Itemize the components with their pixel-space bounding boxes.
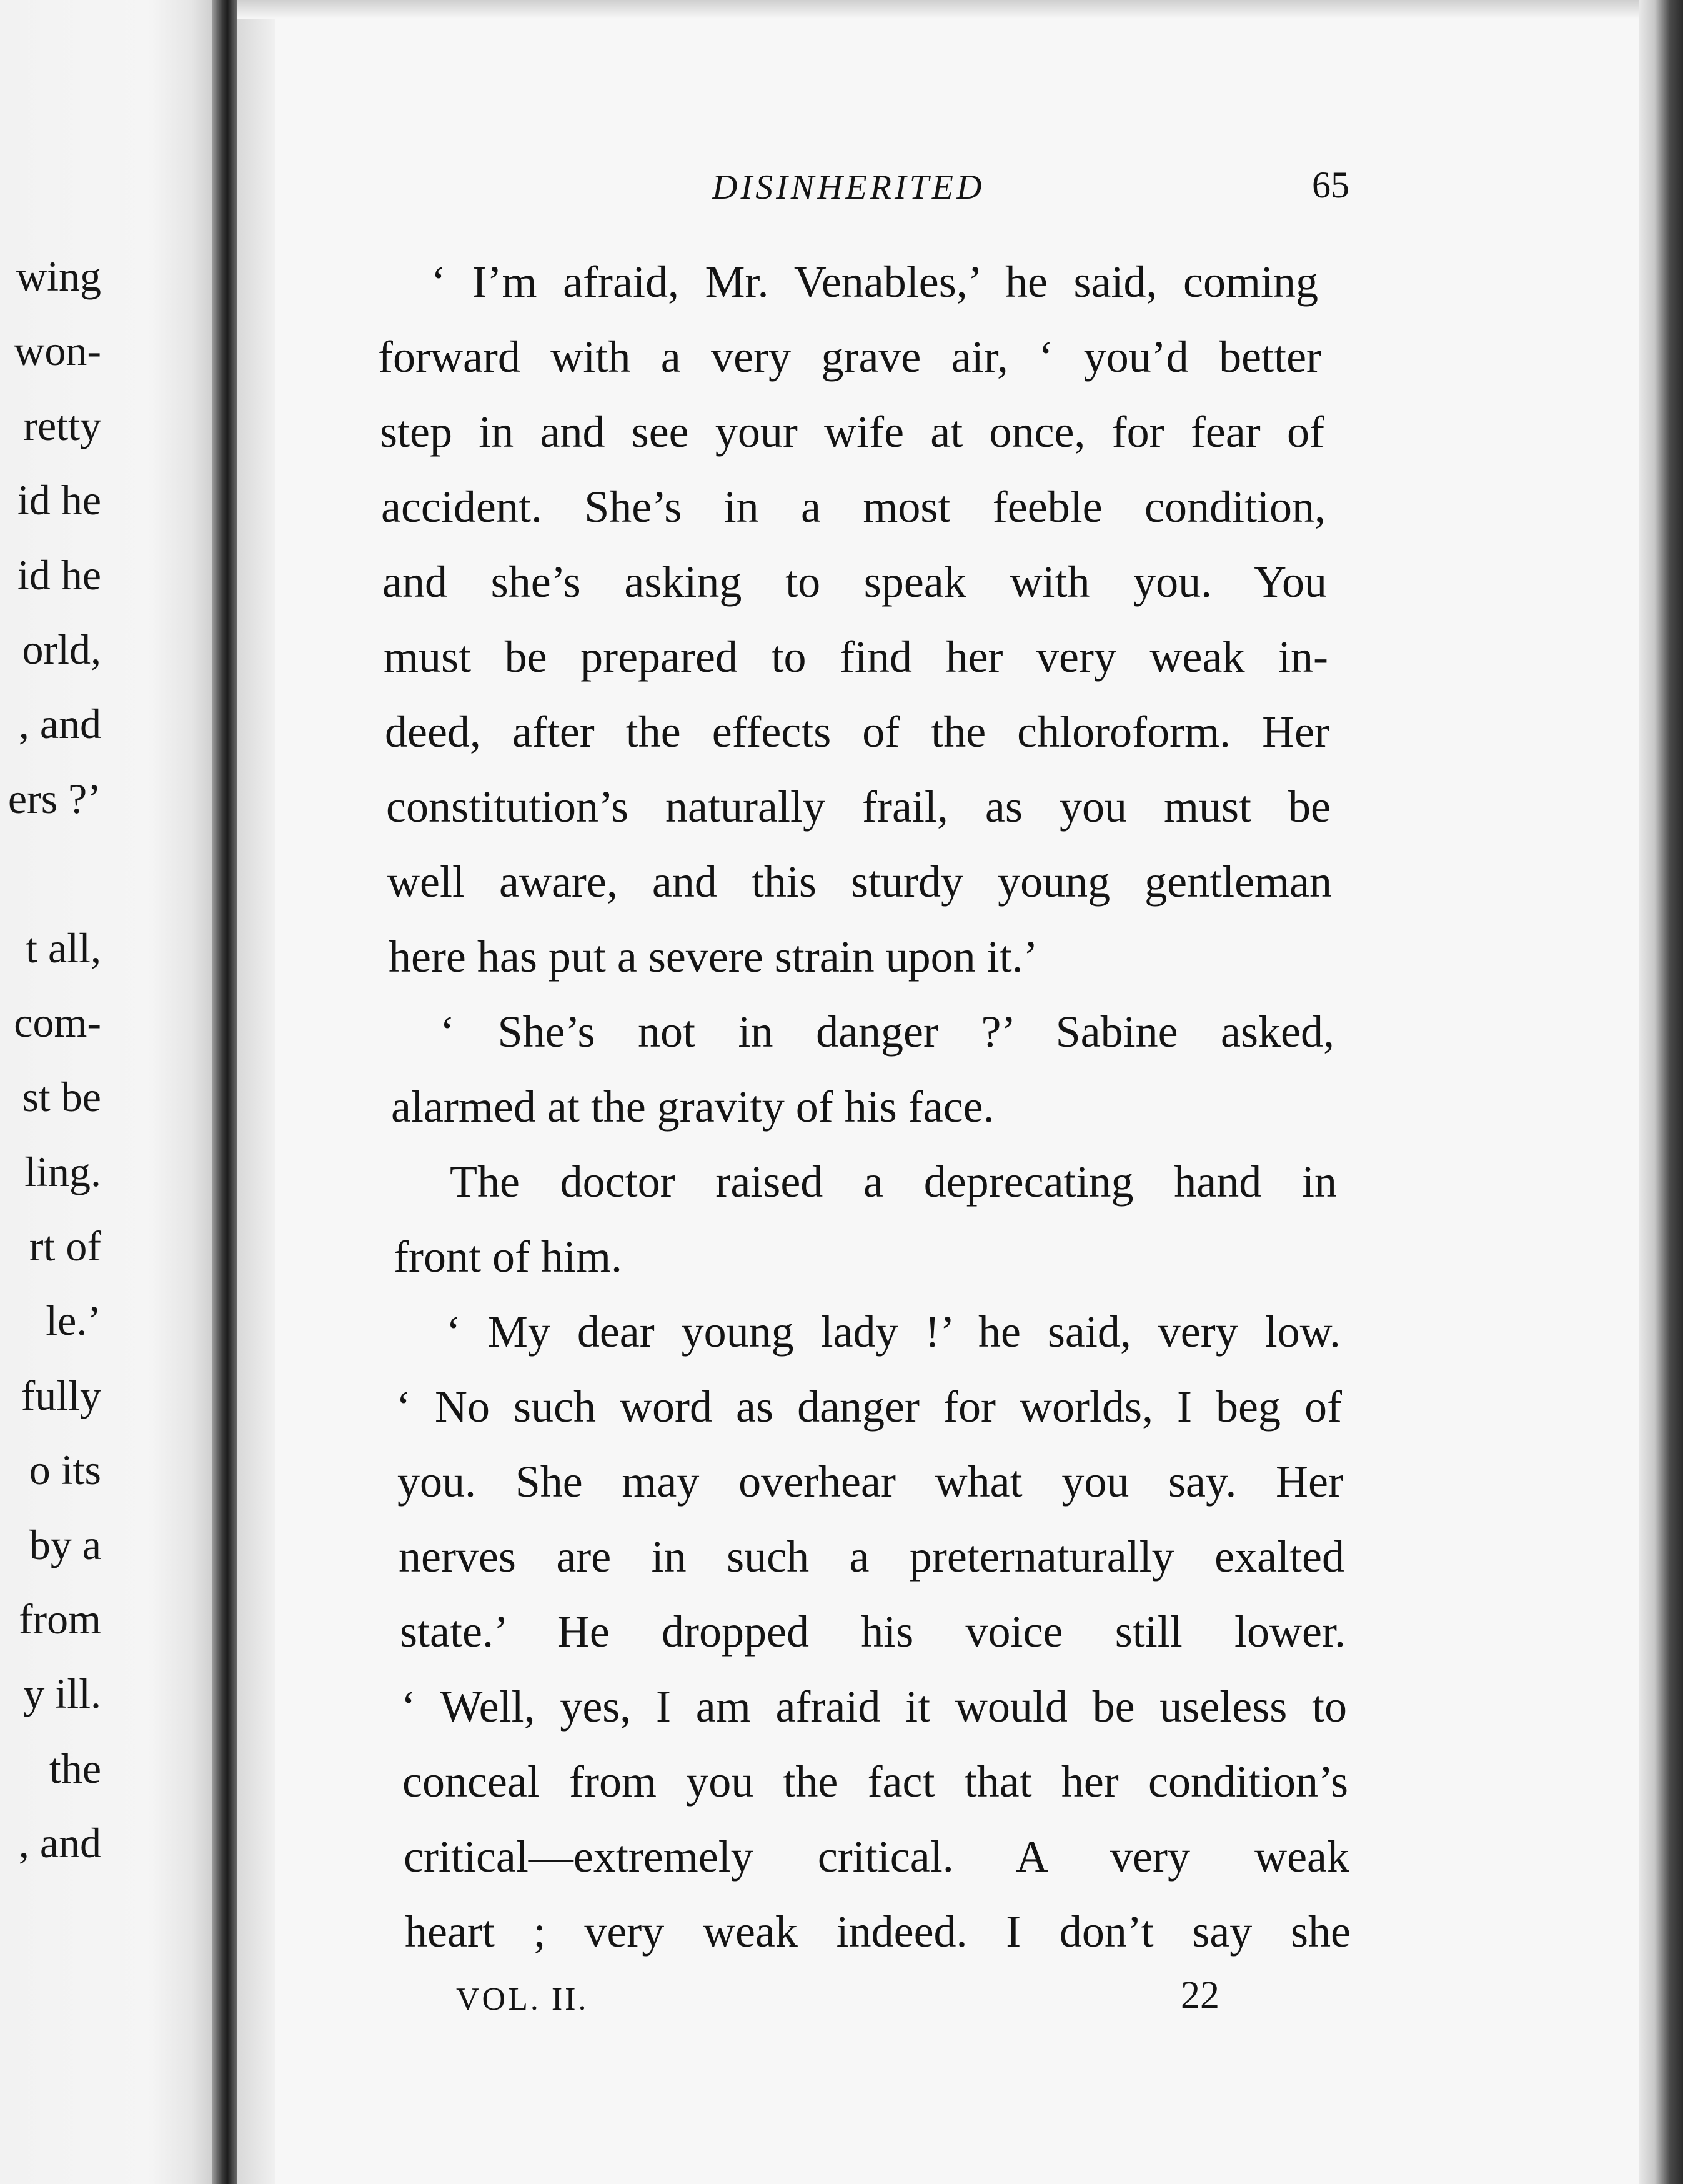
left-line: id he <box>17 476 101 524</box>
text-line: front of him. <box>394 1232 622 1282</box>
left-line: id he <box>17 551 101 599</box>
book-cover-edge <box>1639 0 1683 2184</box>
left-line: the <box>49 1745 101 1792</box>
footer-volume: VOL. II. <box>456 1982 589 2017</box>
left-line: le.’ <box>46 1297 101 1344</box>
left-line: , and <box>18 1819 101 1867</box>
text-line: heart ; very weak indeed. I don’t say she <box>405 1907 1351 1957</box>
left-line: com- <box>14 999 101 1046</box>
text-line: The doctor raised a deprecating hand in <box>450 1157 1337 1207</box>
text-line: ‘ I’m afraid, Mr. Venables,’ he said, coming <box>431 257 1318 307</box>
left-line: orld, <box>22 626 101 673</box>
left-line: t all, <box>26 924 101 972</box>
text-line: well aware, and this sturdy young gentleman <box>387 857 1332 907</box>
left-line: ers ?’ <box>7 775 101 822</box>
left-line: wing <box>16 252 101 300</box>
text-line: deed, after the effects of the chloroform. Her <box>385 707 1329 757</box>
text-line: alarmed at the gravity of his face. <box>391 1082 995 1132</box>
left-line: , and <box>18 700 101 747</box>
left-line: st be <box>22 1073 101 1120</box>
text-line: critical—extremely critical. A very weak <box>404 1832 1349 1882</box>
text-line: you. She may overhear what you say. Her <box>397 1457 1343 1507</box>
left-line: y ill. <box>23 1670 101 1717</box>
left-page-text <box>0 0 106 2184</box>
text-line: nerves are in such a preternaturally exalted <box>399 1532 1344 1582</box>
text-line: ‘ No such word as danger for worlds, I beg of <box>396 1382 1342 1432</box>
text-line: forward with a very grave air, ‘ you’d better <box>378 332 1321 382</box>
right-page <box>275 0 1639 2184</box>
text-line: conceal from you the fact that her condition’s <box>402 1757 1348 1807</box>
gutter-shadow <box>237 0 275 2184</box>
text-line: must be prepared to find her very weak in- <box>384 632 1328 682</box>
left-line: rt of <box>29 1222 101 1270</box>
text-line: state.’ He dropped his voice still lower. <box>400 1607 1346 1657</box>
running-head: DISINHERITED <box>712 168 985 207</box>
left-line: won- <box>14 327 101 374</box>
text-line: ‘ She’s not in danger ?’ Sabine asked, <box>440 1007 1334 1057</box>
left-line: o its <box>29 1446 101 1493</box>
left-line: by a <box>29 1521 101 1568</box>
text-line: step in and see your wife at once, for fear of <box>380 407 1324 457</box>
text-line: ‘ My dear young lady !’ he said, very low. <box>446 1307 1341 1357</box>
footer-signature-mark: 22 <box>1181 1974 1219 2017</box>
left-line: retty <box>23 402 101 449</box>
text-line: and she’s asking to speak with you. You <box>382 557 1327 607</box>
left-line: fully <box>21 1372 101 1419</box>
text-line: constitution’s naturally frail, as you must be <box>386 782 1331 832</box>
text-line: ‘ Well, yes, I am afraid it would be useless to <box>401 1682 1347 1732</box>
page-number: 65 <box>1312 164 1349 206</box>
book-gutter <box>212 0 237 2184</box>
text-line: accident. She’s in a most feeble condition, <box>381 482 1326 532</box>
text-line: here has put a severe strain upon it.’ <box>389 932 1038 982</box>
left-line: from <box>18 1595 101 1643</box>
left-line: ling. <box>24 1148 101 1195</box>
